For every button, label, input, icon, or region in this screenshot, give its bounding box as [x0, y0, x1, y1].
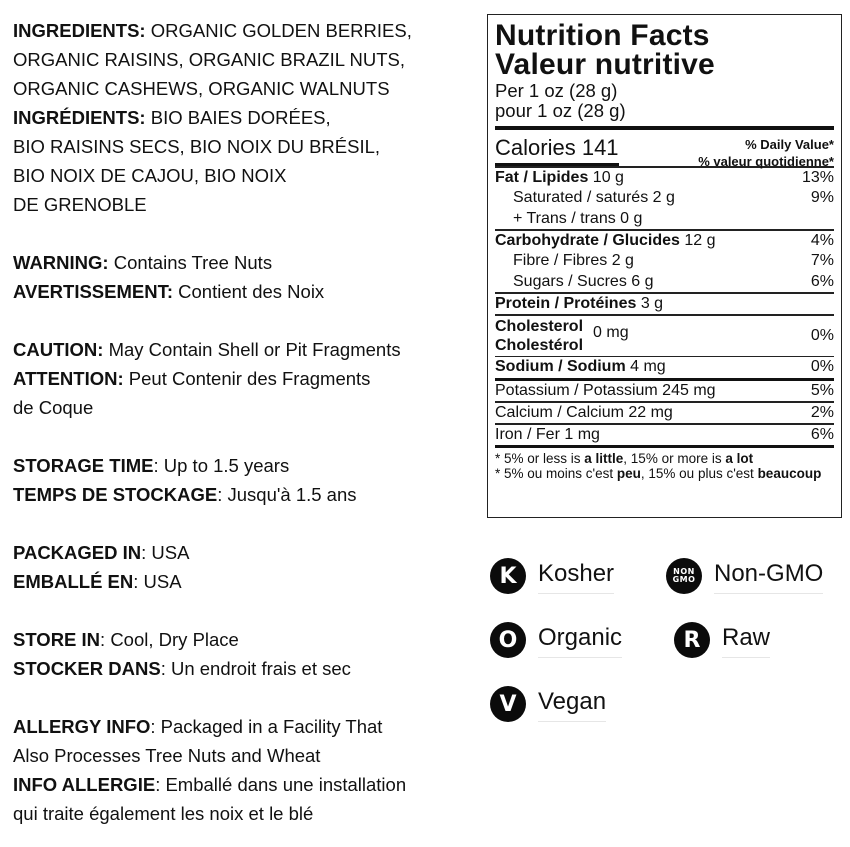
- nutrition-title-fr: Valeur nutritive: [495, 48, 715, 81]
- ingredients-fr-text: BIO NOIX DE CAJOU, BIO NOIX: [13, 165, 287, 186]
- badge-raw: [674, 622, 770, 658]
- daily-value-header-fr: % valeur quotidienne*: [698, 154, 834, 169]
- storage-time-section: [13, 451, 478, 509]
- nutrient-pct: 4%: [810, 231, 834, 249]
- serving-size-en: Per 1 oz (28 g): [495, 80, 618, 101]
- nutrient-amount: 3 g: [636, 294, 664, 312]
- nutrient-name-fr: Cholestérol: [495, 336, 584, 354]
- caution-en-label: CAUTION:: [13, 339, 104, 360]
- nutrient-row-carbohydrate: [495, 231, 834, 252]
- nutrient-name: Calcium / Calcium 22 mg: [495, 403, 673, 421]
- badge-kosher: [490, 558, 614, 594]
- warning-section: [13, 248, 478, 306]
- badge-label: Non-GMO: [714, 559, 823, 594]
- nutrient-pct: 0%: [810, 326, 834, 344]
- store-in-section: [13, 625, 478, 683]
- nutrient-row-sodium: [495, 357, 834, 378]
- ingredients-en-text: ORGANIC GOLDEN BERRIES,: [145, 20, 412, 41]
- packaged-in-fr-label: EMBALLÉ EN: [13, 571, 134, 592]
- calories-row: [495, 130, 834, 169]
- ingredients-fr-text: BIO BAIES DORÉES,: [145, 107, 331, 128]
- badge-non-gmo: [666, 558, 823, 594]
- nutrient-amount: 12 g: [679, 231, 716, 249]
- caution-fr-text: Peut Contenir des Fragments: [123, 368, 371, 389]
- daily-value-header: [698, 136, 834, 170]
- product-info-column: [13, 16, 478, 828]
- nutrient-row-potassium: [495, 381, 834, 402]
- vegan-icon: V: [490, 686, 526, 722]
- nutrient-amount: 10 g: [588, 168, 624, 186]
- storage-time-en-label: STORAGE TIME: [13, 455, 154, 476]
- store-in-fr-label: STOCKER DANS: [13, 658, 161, 679]
- raw-icon: R: [674, 622, 710, 658]
- nutrient-row-sugars: [495, 272, 834, 293]
- nutrient-name: Saturated / saturés 2 g: [513, 189, 675, 206]
- caution-en-text: May Contain Shell or Pit Fragments: [103, 339, 401, 360]
- allergy-fr-label: INFO ALLERGIE: [13, 774, 156, 795]
- badge-vegan: [490, 686, 606, 722]
- nutrient-pct: 2%: [810, 403, 834, 421]
- nutrient-row-cholesterol: [495, 316, 834, 356]
- nutrient-pct: 6%: [810, 425, 834, 443]
- nutrient-pct: 0%: [810, 358, 834, 375]
- ingredients-fr-text: DE GRENOBLE: [13, 194, 147, 215]
- nutrient-pct: 6%: [810, 272, 834, 290]
- nutrient-amount: 0 mg: [593, 323, 629, 341]
- calories-label: [495, 135, 619, 166]
- nutrient-row-protein: [495, 294, 834, 315]
- badge-label: Raw: [722, 623, 770, 658]
- allergy-fr-text: : Emballé dans une installation: [155, 774, 407, 795]
- nutrient-pct: 5%: [810, 381, 834, 399]
- nutrition-title-en: Nutrition Facts: [495, 19, 710, 52]
- nutrient-row-fibre: [495, 251, 834, 272]
- allergy-en-text: : Packaged in a Facility That: [150, 716, 383, 737]
- nutrient-row-trans: [495, 209, 834, 230]
- packaged-in-fr-text: : USA: [133, 571, 182, 592]
- nutrient-pct: 9%: [810, 189, 834, 206]
- ingredients-en-label: INGREDIENTS:: [13, 20, 146, 41]
- kosher-icon: K: [490, 558, 526, 594]
- storage-time-fr-text: : Jusqu'à 1.5 ans: [217, 484, 357, 505]
- footnote: [495, 448, 834, 481]
- nutrient-pct: 7%: [810, 252, 834, 269]
- ingredients-fr-text: BIO RAISINS SECS, BIO NOIX DU BRÉSIL,: [13, 136, 381, 157]
- nutrient-name-en: Cholesterol: [495, 317, 584, 335]
- nutrient-name: Sodium / Sodium: [495, 358, 626, 375]
- warning-fr-label: AVERTISSEMENT:: [13, 281, 174, 302]
- packaged-in-en-label: PACKAGED IN: [13, 542, 142, 563]
- store-in-fr-text: : Un endroit frais et sec: [160, 658, 351, 679]
- nutrient-amount: 4 mg: [625, 358, 666, 375]
- nutrition-facts-panel: [487, 14, 842, 518]
- badge-organic: [490, 622, 622, 658]
- allergy-section: [13, 712, 478, 828]
- packaged-in-en-text: : USA: [141, 542, 190, 563]
- nutrient-row-fat: [495, 168, 834, 189]
- footnote-en: * 5% or less is a little, 15% or more is a lot: [495, 451, 754, 466]
- serving-size-fr: pour 1 oz (28 g): [495, 100, 626, 121]
- warning-en-text: Contains Tree Nuts: [108, 252, 273, 273]
- caution-fr-label: ATTENTION:: [13, 368, 124, 389]
- caution-section: [13, 335, 478, 422]
- badge-label: Vegan: [538, 687, 606, 722]
- allergy-en-label: ALLERGY INFO: [13, 716, 151, 737]
- badge-label: Kosher: [538, 559, 614, 594]
- footnote-fr: * 5% ou moins c'est peu, 15% ou plus c'est beaucoup: [495, 466, 822, 481]
- warning-fr-text: Contient des Noix: [173, 281, 325, 302]
- nutrient-row-iron: [495, 425, 834, 446]
- organic-icon: O: [490, 622, 526, 658]
- nutrient-name: Fibre / Fibres 2 g: [513, 252, 634, 269]
- allergy-en-text: Also Processes Tree Nuts and Wheat: [13, 745, 321, 766]
- store-in-en-label: STORE IN: [13, 629, 101, 650]
- calories-text: Calories: [495, 135, 576, 160]
- nutrient-name: Carbohydrate / Glucides: [495, 231, 680, 249]
- non-gmo-icon: NON GMO: [666, 558, 702, 594]
- store-in-en-text: : Cool, Dry Place: [100, 629, 239, 650]
- ingredients-en-text: ORGANIC CASHEWS, ORGANIC WALNUTS: [13, 78, 390, 99]
- nutrient-name: + Trans / trans 0 g: [513, 209, 643, 227]
- nutrient-name: Sugars / Sucres 6 g: [513, 272, 654, 290]
- storage-time-en-text: : Up to 1.5 years: [153, 455, 290, 476]
- ingredients-en: [13, 16, 478, 103]
- allergy-fr-text: qui traite également les noix et le blé: [13, 803, 314, 824]
- ingredients-fr-label: INGRÉDIENTS:: [13, 107, 146, 128]
- caution-fr-text: de Coque: [13, 397, 94, 418]
- ingredients-en-text: ORGANIC RAISINS, ORGANIC BRAZIL NUTS,: [13, 49, 405, 70]
- ingredients-fr: [13, 103, 478, 219]
- certification-badges: [490, 558, 850, 738]
- nutrient-name: Potassium / Potassium 245 mg: [495, 381, 716, 399]
- nutrient-row-calcium: [495, 403, 834, 424]
- storage-time-fr-label: TEMPS DE STOCKAGE: [13, 484, 218, 505]
- daily-value-header-en: % Daily Value*: [745, 137, 834, 152]
- warning-en-label: WARNING:: [13, 252, 109, 273]
- badge-label: Organic: [538, 623, 622, 658]
- nutrient-name: Fat / Lipides: [495, 168, 589, 186]
- nutrient-row-saturated: [495, 188, 834, 209]
- nutrient-name: Protein / Protéines: [495, 294, 637, 312]
- calories-value: 141: [581, 135, 619, 160]
- nutrient-name: Iron / Fer 1 mg: [495, 425, 600, 443]
- nutrient-pct: 13%: [801, 168, 834, 186]
- packaged-in-section: [13, 538, 478, 596]
